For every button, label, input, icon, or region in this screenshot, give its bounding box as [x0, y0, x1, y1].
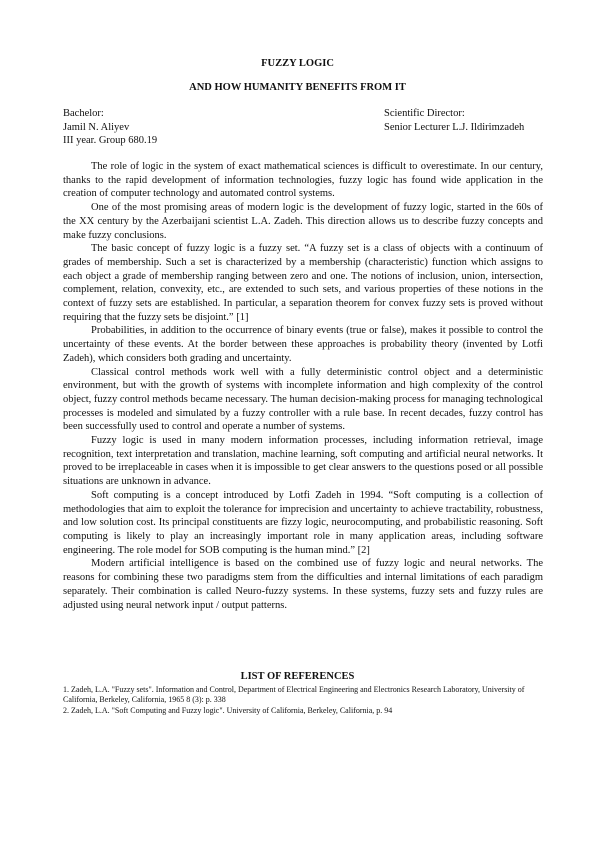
reference-item: 2. Zadeh, L.A. "Soft Computing and Fuzzy logic". University of California, Berkeley, California, p. 94 — [63, 705, 393, 715]
paper-body — [63, 160, 543, 612]
body-paragraph: Fuzzy logic is used in many modern information processes, including information retrieval, image recognition, text interpretation and translation, machine learning, soft computing and artificial neural networks. It proved to be irreplaceable in cases when it is impossible to get clear answers to the questions posed or all possible situations are unknown in advance. — [63, 435, 543, 488]
author-info — [63, 107, 157, 148]
references-heading: LIST OF REFERENCES — [240, 671, 355, 682]
body-paragraph: Modern artificial intelligence is based on the combined use of fuzzy logic and neural networks. The reasons for combining these two paradigms stem from the difficulties and internal limitations of each paradigm separately. Their combination is called Neuro-fuzzy systems. In these systems, fuzzy sets and fuzzy rules are adjusted using neural network input / output patterns. — [63, 558, 543, 611]
paper-subtitle: AND HOW HUMANITY BENEFITS FROM IT — [189, 82, 406, 93]
author-role: Bachelor: — [63, 108, 104, 119]
director-name: Senior Lecturer L.J. Ildirimzadeh — [384, 121, 525, 133]
paper-title: FUZZY LOGIC — [261, 58, 334, 69]
author-name: Jamil N. Aliyev — [63, 121, 130, 133]
body-paragraph: The role of logic in the system of exact mathematical sciences is difficult to overestimate. In our century, thanks to the rapid development of information technologies, fuzzy logic has found wide application in the creation of computer technology and automated control systems. — [63, 161, 543, 200]
reference-item: 1. Zadeh, L.A. "Fuzzy sets". Information and Control, Department of Electrical Engineering and Electronics Research Laboratory, University of California, Berkeley, California, 1965 8 (3): p. 338 — [63, 685, 525, 705]
references-list — [63, 685, 543, 716]
director-role: Scientific Director: — [384, 108, 465, 119]
body-paragraph: Probabilities, in addition to the occurrence of binary events (true or false), makes it possible to control the uncertainty of these events. At the border between these approaches is probability theory (invented by Lotfi Zadeh), which considers both grading and uncertainty. — [63, 325, 543, 364]
author-group: III year. Group 680.19 — [63, 135, 158, 147]
body-paragraph: Classical control methods work well with a fully deterministic control object and a deterministic environment, but with the growth of systems with incomplete information and high complexity of the control object, fuzzy control methods became necessary. The human decision-making process for managing technological processes is modeled and simulated by a fuzzy controller with a rule base. In recent decades, fuzzy control has been successfully used to control and operate a number of systems. — [63, 366, 543, 433]
director-info — [384, 107, 524, 134]
body-paragraph: The basic concept of fuzzy logic is a fuzzy set. “A fuzzy set is a class of objects with a continuum of grades of membership. Such a set is characterized by a membership (characteristic) function which assigns to each object a grade of membership ranging between zero and one. The notions of inclusion, union, intersection, complement, relation, convexity, etc., are extended to such sets, and various properties of these notions in the context of fuzzy sets are established. In particular, a separation theorem for convex fuzzy sets is proved without requiring that the fuzzy sets be disjoint.” [1] — [63, 243, 543, 323]
body-paragraph: Soft computing is a concept introduced by Lotfi Zadeh in 1994. “Soft computing is a collection of methodologies that aim to exploit the tolerance for imprecision and uncertainty to achieve tractability, robustness, and low solution cost. Its principal constituents are fizzy logic, neurocomputing, and probabilistic reasoning. Soft computing is likely to play an increasingly important role in many application areas, including software engineering. The role model for SOB computing is the human mind.” [2] — [63, 489, 543, 556]
body-paragraph: One of the most promising areas of modern logic is the development of fuzzy logic, started in the 60s of the XX century by the Azerbaijani scientist L.A. Zadeh. This direction allows us to describe fuzzy concepts and make fuzzy conclusions. — [63, 202, 543, 241]
